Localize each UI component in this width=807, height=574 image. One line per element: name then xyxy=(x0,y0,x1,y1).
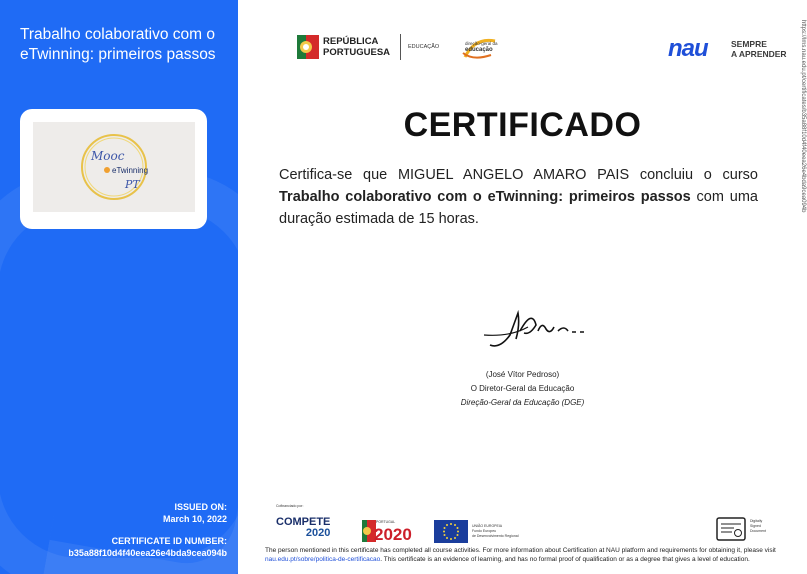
footer-disclaimer: The person mentioned in this certificate has completed all course activities. For more information about Certification at NAU platform and requirements for obtaining it, please visit nau.edu.pt/sobre/politica-de-certificacao. This certificate is an evidence of learning, and has no formal proof of qualification or as a degree that gives a level of education. xyxy=(265,547,776,563)
pt-text: PT xyxy=(125,178,140,191)
government-logos xyxy=(297,33,537,63)
verification-url[interactable]: https://lms.nau.edu.pt/certificates/b35a88f10d4f40eea26e4bda9cea094b xyxy=(800,20,806,213)
certificate-id-label: CERTIFICATE ID NUMBER: xyxy=(111,536,227,546)
certificate-title: CERTIFICADO xyxy=(403,106,642,144)
nau-wordmark: nau xyxy=(668,35,708,62)
nau-tagline: SEMPRE A APRENDER xyxy=(731,39,787,59)
issued-block xyxy=(68,501,227,559)
digitally-signed-label: Digitally Signed Document xyxy=(750,519,766,533)
mooc-etwinning-logo xyxy=(33,122,195,212)
course-name: Trabalho colaborativo com o eTwinning: primeiros passos xyxy=(279,189,691,205)
portugal-2020-year: 2020 xyxy=(374,525,412,544)
eu-fund-label: UNIÃO EUROPEIA Fundo Europeu de Desenvolvimento Regional xyxy=(472,524,519,538)
signer-block xyxy=(238,368,807,410)
course-title: Trabalho colaborativo com o eTwinning: primeiros passos xyxy=(20,26,216,63)
signature xyxy=(480,305,590,353)
dge-logo xyxy=(461,35,499,61)
left-panel xyxy=(0,0,238,574)
issued-date: March 10, 2022 xyxy=(162,514,227,524)
course-image-card xyxy=(20,109,207,229)
signer-organization: Direção-Geral da Educação (DGE) xyxy=(460,398,585,407)
funding-logos xyxy=(276,504,526,544)
educacao-label: EDUCAÇÃO xyxy=(408,44,440,50)
signer-name: (José Vítor Pedroso) xyxy=(485,370,560,379)
eu-flag-icon xyxy=(434,520,468,543)
svg-text:educação: educação xyxy=(465,47,493,53)
etwinning-text: eTwinning xyxy=(112,166,149,175)
divider xyxy=(400,34,401,60)
digitally-signed-document-icon xyxy=(716,517,746,543)
certificate-id: b35a88f10d4f40eea26e4bda9cea094b xyxy=(68,548,227,558)
issued-label: ISSUED ON: xyxy=(174,502,227,512)
compete-logo: COMPETE 2020 xyxy=(276,516,331,539)
portugal-label: PORTUGAL xyxy=(376,520,396,524)
signer-role: O Diretor-Geral da Educação xyxy=(470,384,575,393)
course-image xyxy=(33,122,195,212)
svg-text:direção-geral da: direção-geral da xyxy=(465,41,498,46)
portugal-emblem-icon xyxy=(297,35,319,59)
republica-portuguesa-label: REPÚBLICA PORTUGUESA xyxy=(323,36,391,58)
certification-policy-link[interactable]: nau.edu.pt/sobre/politica-de-certificacao xyxy=(265,555,381,563)
cofinanced-label: Cofinanciado por: xyxy=(276,504,304,508)
certificate-statement: Certifica-se que MIGUEL ANGELO AMARO PAIS concluiu o curso Trabalho colaborativo com o eTwinning: primeiros passos com uma duração estimada de 15 horas. xyxy=(279,167,758,227)
mooc-text: Mooc xyxy=(91,149,125,163)
